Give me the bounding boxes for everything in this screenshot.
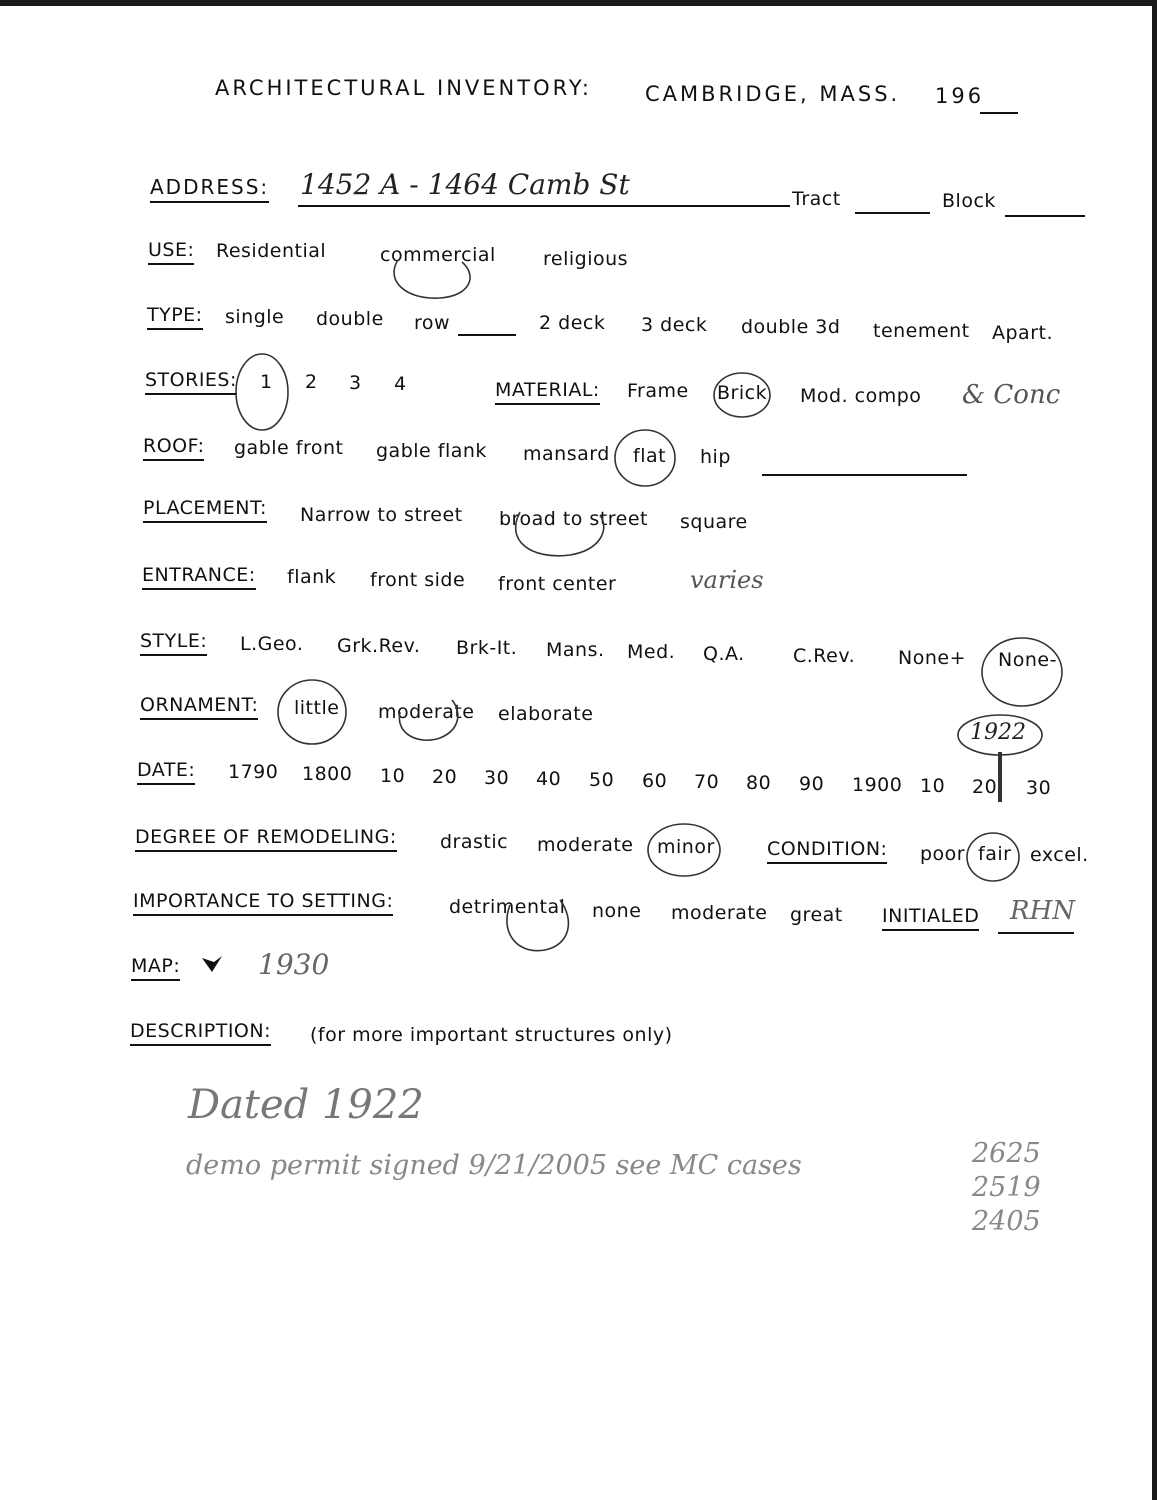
roof-option: gable front [234, 437, 344, 459]
form-title: ARCHITECTURAL INVENTORY: [215, 76, 592, 100]
case-number: 2519 [972, 1172, 1041, 1203]
description-label: DESCRIPTION: [130, 1020, 271, 1046]
date-option: 1900 [852, 774, 903, 796]
date-option: 40 [536, 768, 562, 790]
form-year-prefix: 196 [935, 84, 985, 108]
material-option: Mod. compo [800, 385, 922, 407]
description-note: (for more important structures only) [310, 1024, 673, 1046]
importance-option: detrimental [449, 896, 566, 918]
material-option: Brick [717, 382, 768, 404]
type-option: double 3d [741, 316, 841, 338]
entrance-option: front center [498, 573, 617, 595]
address-label: ADDRESS: [150, 175, 269, 203]
importance-label: IMPORTANCE TO SETTING: [133, 890, 393, 916]
scan-edge-right [1152, 0, 1157, 1500]
description-line1: Dated 1922 [188, 1082, 424, 1128]
ornament-option: little [294, 697, 340, 719]
importance-option: moderate [671, 902, 768, 924]
map-value: 1930 [258, 948, 330, 981]
roof-option: mansard [523, 443, 610, 465]
style-option: Q.A. [703, 643, 745, 665]
style-option: Brk-It. [456, 637, 518, 659]
entrance-option: flank [287, 566, 337, 588]
date-option: 70 [694, 771, 720, 793]
date-option: 90 [799, 773, 825, 795]
material-label: MATERIAL: [495, 379, 600, 405]
date-option: 30 [484, 767, 510, 789]
stories-label: STORIES: [145, 369, 237, 395]
date-option: 80 [746, 772, 772, 794]
style-option: C.Rev. [793, 645, 856, 667]
case-number: 2405 [972, 1206, 1041, 1237]
type-option: Apart. [992, 322, 1054, 344]
date-option: 20 [972, 776, 998, 798]
entrance-label: ENTRANCE: [142, 564, 256, 590]
remodeling-option: drastic [440, 831, 509, 853]
ornament-label: ORNAMENT: [140, 694, 258, 720]
date-option: 20 [432, 766, 458, 788]
style-option: L.Geo. [240, 633, 304, 655]
roof-blank [762, 474, 967, 476]
initialed-label: INITIALED [882, 905, 979, 931]
use-label: USE: [148, 239, 194, 265]
date-option: 50 [589, 769, 615, 791]
material-option: Frame [627, 380, 689, 402]
row-blank [458, 334, 516, 336]
ornament-option: elaborate [498, 703, 594, 725]
tract-blank [855, 212, 930, 214]
roof-option: gable flank [376, 440, 487, 462]
placement-option: Narrow to street [300, 504, 463, 526]
entrance-written: varies [690, 566, 764, 594]
date-label: DATE: [137, 759, 195, 785]
block-label: Block [942, 190, 996, 212]
stories-option: 4 [394, 373, 407, 395]
condition-option: fair [978, 843, 1012, 865]
entrance-option: front side [370, 569, 466, 591]
type-option: row [414, 312, 451, 334]
type-option: single [225, 306, 285, 328]
use-option: religious [543, 248, 629, 270]
roof-option: hip [700, 446, 731, 468]
remodeling-option: minor [657, 836, 715, 858]
case-number: 2625 [972, 1138, 1041, 1169]
condition-label: CONDITION: [767, 838, 887, 864]
importance-option: great [790, 904, 843, 926]
address-value: 1452 A - 1464 Camb St [300, 168, 630, 201]
form-city: CAMBRIDGE, MASS. [645, 82, 901, 106]
date-option: 10 [920, 775, 946, 797]
date-written: 1922 [970, 720, 1026, 745]
description-line2: demo permit signed 9/21/2005 see MC cases [186, 1150, 802, 1181]
remodeling-label: DEGREE OF REMODELING: [135, 826, 397, 852]
date-option: 10 [380, 765, 406, 787]
style-option: None- [998, 649, 1057, 671]
map-check-mark [202, 956, 222, 972]
material-written: & Conc [962, 380, 1061, 410]
style-option: None+ [898, 647, 966, 669]
ornament-option: moderate [378, 701, 475, 723]
stories-option: 2 [305, 371, 318, 393]
type-label: TYPE: [147, 304, 203, 330]
style-option: Med. [627, 641, 676, 663]
address-blank [298, 205, 790, 207]
remodeling-option: moderate [537, 834, 634, 856]
style-option: Mans. [546, 639, 605, 661]
initialed-blank [998, 932, 1074, 934]
roof-label: ROOF: [143, 435, 204, 461]
condition-option: excel. [1030, 844, 1089, 866]
year-blank [980, 112, 1018, 114]
stories-option: 1 [260, 371, 273, 393]
scan-edge-top [0, 0, 1157, 6]
stories-option: 3 [349, 372, 362, 394]
type-option: tenement [873, 320, 970, 342]
date-option: 60 [642, 770, 668, 792]
date-option: 30 [1026, 777, 1052, 799]
date-option: 1790 [228, 761, 279, 783]
placement-option: broad to street [499, 508, 649, 530]
placement-option: square [680, 511, 748, 533]
style-option: Grk.Rev. [337, 635, 421, 657]
map-label: MAP: [131, 955, 180, 981]
importance-option: none [592, 900, 642, 922]
date-option: 1800 [302, 763, 353, 785]
type-option: 2 deck [539, 312, 606, 334]
use-option: commercial [380, 244, 496, 266]
roof-option: flat [633, 445, 667, 467]
initialed-value: RHN [1010, 896, 1075, 926]
placement-label: PLACEMENT: [143, 497, 267, 523]
condition-option: poor [920, 843, 966, 865]
tract-label: Tract [792, 188, 841, 210]
use-option: Residential [216, 240, 327, 262]
block-blank [1005, 215, 1085, 217]
type-option: 3 deck [641, 314, 708, 336]
type-option: double [316, 308, 384, 330]
style-label: STYLE: [140, 630, 207, 656]
